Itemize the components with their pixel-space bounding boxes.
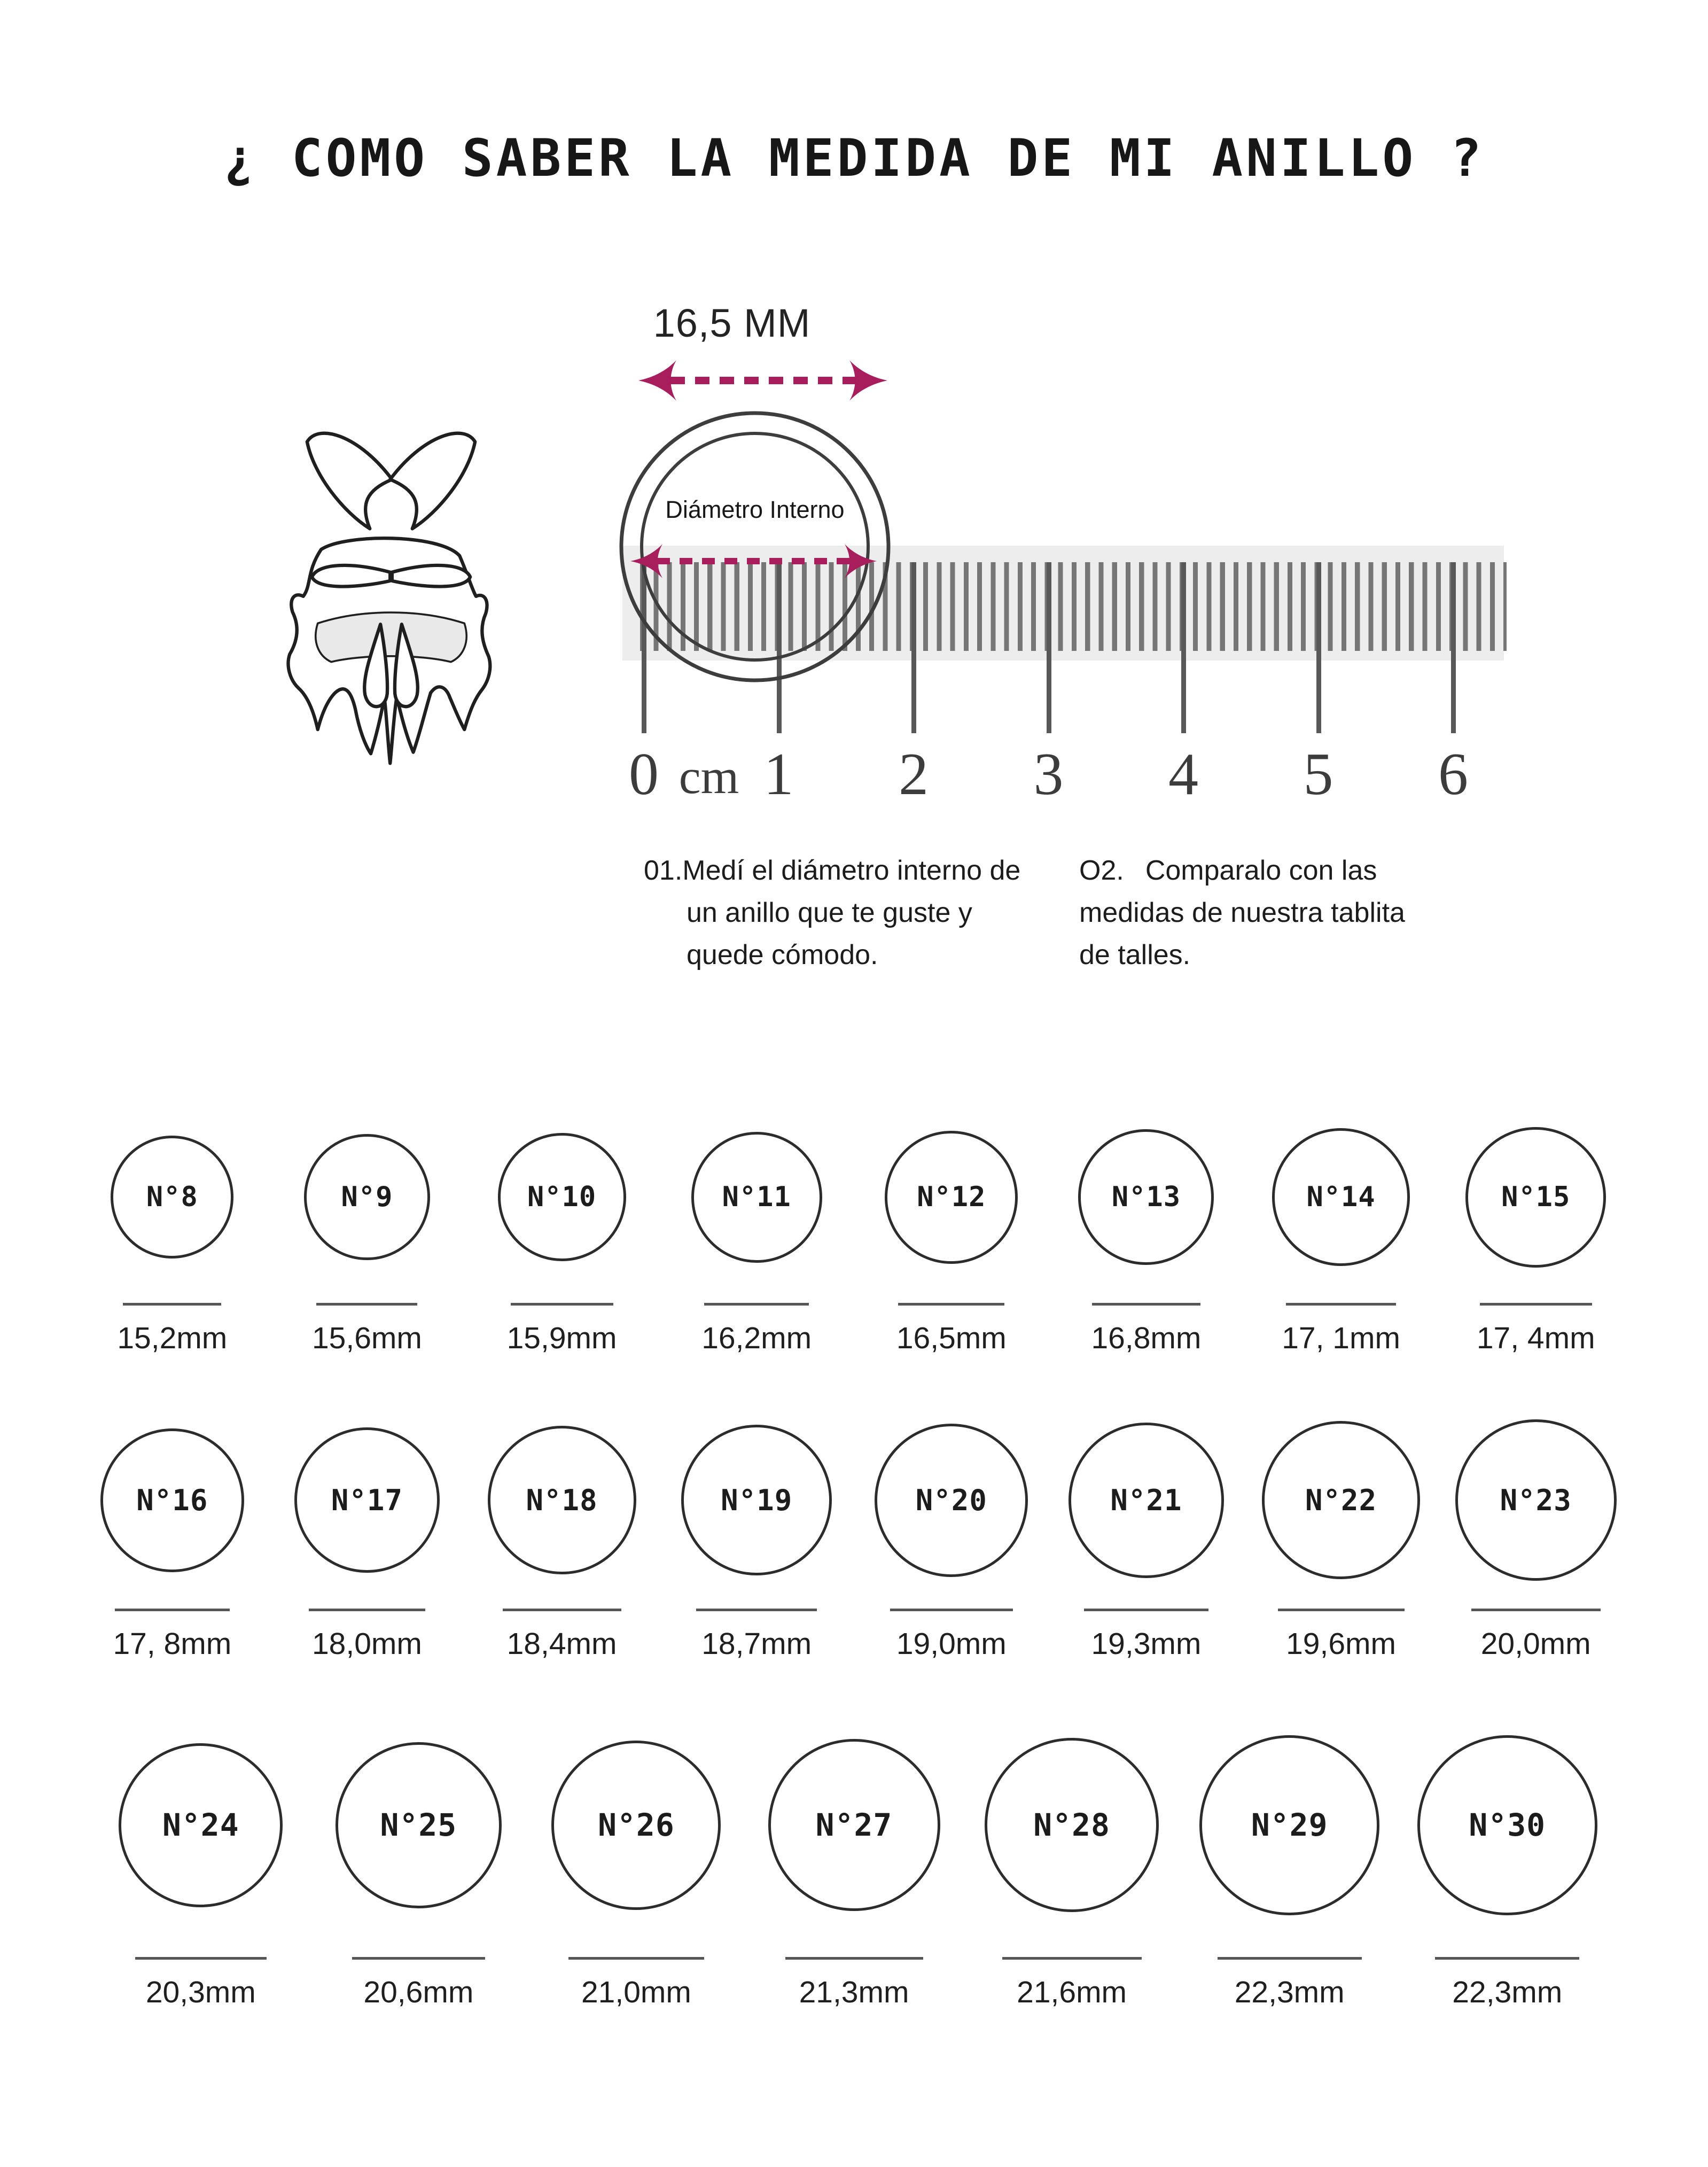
size-underline [309,1609,425,1611]
size-circle-box [885,1122,1018,1272]
ring-size-circle [1465,1127,1606,1268]
size-chart-item [659,1122,854,1356]
size-circle-box [1262,1415,1420,1585]
ring-size-circle [111,1136,233,1259]
ruler-number: 0 [629,741,659,807]
size-chart-item [92,1727,310,2010]
size-circle-box [119,1727,283,1923]
size-mm-label: 15,6mm [311,1321,422,1355]
ring-size-label: N°16 [136,1483,208,1517]
step-2-number: O2. [1079,855,1124,886]
ring-size-label: N°13 [1111,1181,1181,1213]
size-chart-item [1398,1727,1616,2010]
size-circle-box [691,1122,822,1272]
ring-size-circle [304,1134,430,1260]
ring-size-label: N°12 [917,1181,986,1213]
ruler-cm-tick [1451,562,1456,733]
size-mm-label: 21,6mm [1017,1975,1127,2009]
size-chart-item [1181,1727,1399,2010]
size-circle-box [304,1122,430,1272]
page-title: ¿ COMO SABER LA MEDIDA DE MI ANILLO ? [223,128,1485,188]
ruler-cm-tick [911,562,916,733]
ring-size-circle [885,1131,1018,1264]
inner-diameter-label: Diámetro Interno [665,496,845,523]
size-underline [1002,1957,1142,1960]
size-underline [1286,1303,1396,1306]
ring-size-label: N°28 [1033,1807,1110,1843]
step-1-text: Medí el diámetro interno de un anillo que te guste y quede cómodo. [682,855,1021,971]
ring-size-circle [119,1743,283,1907]
size-mm-label: 15,9mm [506,1321,617,1355]
ring-size-label: N°22 [1305,1483,1377,1517]
size-chart-item [1244,1415,1439,1661]
ring-size-label: N°18 [526,1483,598,1517]
size-chart-row-2 [0,1415,1708,1661]
ring-slit-left [312,565,390,587]
size-mm-label: 17, 4mm [1476,1321,1595,1355]
ruler-number: 6 [1438,741,1468,807]
ring-size-label: N°24 [162,1807,239,1843]
size-underline [503,1609,621,1611]
ruler-cm-tick [1181,562,1186,733]
ring-size-label: N°26 [598,1807,675,1843]
size-chart-item [1244,1122,1439,1356]
size-circle-box [681,1415,832,1585]
ring-horn-right [390,433,475,529]
size-chart-item [963,1727,1181,2010]
size-circle-box [768,1727,940,1923]
ring-size-label: N°17 [331,1483,403,1517]
size-mm-label: 20,3mm [145,1975,256,2009]
ring-size-label: N°23 [1500,1483,1572,1517]
ring-size-label: N°9 [341,1181,393,1213]
ring-size-circle [768,1739,940,1911]
size-underline [115,1609,230,1611]
size-mm-label: 17, 1mm [1282,1321,1400,1355]
diameter-measurement-label: 16,5 MM [653,301,811,345]
ring-size-label: N°21 [1110,1483,1182,1517]
size-underline [1480,1303,1592,1306]
size-mm-label: 21,0mm [581,1975,691,2009]
ring-size-circle [1078,1129,1214,1265]
size-underline [123,1303,221,1306]
size-chart-item [1438,1415,1633,1661]
ring-size-circle [294,1427,440,1573]
size-circle-box [551,1727,721,1923]
ring-size-label: N°19 [721,1483,793,1517]
ring-slit-right [392,565,470,587]
ring-size-label: N°27 [815,1807,893,1843]
ring-size-circle [488,1426,636,1574]
size-chart-item [659,1415,854,1661]
size-chart-item [464,1122,659,1356]
ring-size-circle [985,1738,1159,1912]
size-mm-label: 22,3mm [1452,1975,1563,2009]
size-underline [1471,1609,1601,1611]
size-chart-item [1049,1122,1244,1356]
ruler-cm-tick [1047,562,1051,733]
size-chart-item [1438,1122,1633,1356]
inner-diameter-arrow-icon [629,542,878,580]
size-underline [568,1957,704,1960]
size-circle-box [111,1122,233,1272]
ruler-cm-tick [1316,562,1321,733]
size-chart-item [464,1415,659,1661]
size-chart-item [1049,1415,1244,1661]
size-circle-box [336,1727,502,1923]
ring-size-circle [1262,1421,1420,1579]
ring-size-label: N°8 [146,1181,198,1213]
ring-size-label: N°29 [1251,1807,1328,1843]
size-underline [511,1303,613,1306]
ruler-number: 5 [1303,741,1333,807]
size-mm-label: 22,3mm [1234,1975,1345,2009]
size-underline [1218,1957,1362,1960]
size-circle-box [294,1415,440,1585]
size-circle-box [1465,1122,1606,1272]
size-underline [1435,1957,1579,1960]
step-2-text: Comparalo con las medidas de nuestra tablita de talles. [1079,855,1405,971]
size-mm-label: 20,6mm [363,1975,474,2009]
ring-size-circle [875,1424,1028,1577]
step-2 [1079,850,1437,976]
ring-size-circle [1069,1423,1224,1578]
ring-size-label: N°25 [380,1807,457,1843]
size-mm-label: 18,7mm [701,1627,812,1661]
size-mm-label: 19,0mm [896,1627,1007,1661]
size-underline [704,1303,809,1306]
size-circle-box [1455,1415,1617,1585]
gothic-ring-illustration [241,416,541,775]
ring-size-circle [691,1132,822,1263]
size-chart-item [527,1727,745,2010]
ruler-number: 1 [763,741,794,807]
size-underline [1092,1303,1200,1306]
size-underline [898,1303,1004,1306]
size-chart-row-1 [0,1122,1708,1356]
ring-band [316,612,466,662]
size-chart-item [745,1727,963,2010]
size-mm-label: 20,0mm [1480,1627,1591,1661]
step-1 [644,850,1028,976]
size-chart-row-3 [0,1727,1708,2010]
size-mm-label: 17, 8mm [113,1627,232,1661]
ring-size-label: N°11 [722,1181,791,1213]
size-circle-box [875,1415,1028,1585]
size-chart-item [270,1122,465,1356]
size-chart-item [854,1122,1049,1356]
size-underline [316,1303,417,1306]
size-circle-box [1199,1727,1379,1923]
size-circle-box [1272,1122,1410,1272]
size-chart-item [270,1415,465,1661]
ring-size-circle [1199,1735,1379,1915]
size-chart-item [310,1727,528,2010]
ring-size-circle [100,1428,244,1572]
diameter-arrow-icon [637,357,888,404]
ring-size-label: N°14 [1306,1181,1376,1213]
size-mm-label: 19,3mm [1091,1627,1202,1661]
size-chart-item [75,1122,270,1356]
ruler-number: 4 [1168,741,1198,807]
size-circle-box [1069,1415,1224,1585]
ring-size-label: N°10 [527,1181,597,1213]
size-mm-label: 15,2mm [117,1321,228,1355]
size-circle-box [100,1415,244,1585]
ring-size-label: N°20 [915,1483,987,1517]
ruler-unit-label: cm [678,749,739,804]
ruler-number: 2 [899,741,929,807]
size-mm-label: 21,3mm [799,1975,909,2009]
ring-size-label: N°30 [1469,1807,1546,1843]
ring-size-circle [551,1741,721,1910]
ring-size-circle [1417,1735,1597,1915]
size-chart-item [75,1415,270,1661]
size-underline [1278,1609,1405,1611]
size-circle-box [488,1415,636,1585]
size-underline [785,1957,923,1960]
size-mm-label: 18,0mm [311,1627,422,1661]
ring-horn-left [307,433,392,529]
ring-size-label: N°15 [1501,1181,1571,1213]
size-underline [352,1957,485,1960]
ruler-number: 3 [1033,741,1064,807]
size-mm-label: 19,6mm [1286,1627,1397,1661]
size-underline [1084,1609,1208,1611]
size-circle-box [1417,1727,1597,1923]
ring-size-circle [498,1133,626,1261]
size-mm-label: 16,8mm [1091,1321,1202,1355]
size-circle-box [985,1727,1159,1923]
size-mm-label: 18,4mm [506,1627,617,1661]
size-underline [696,1609,817,1611]
ring-size-circle [1272,1128,1410,1266]
step-1-number: 01. [644,855,683,886]
size-circle-box [498,1122,626,1272]
size-mm-label: 16,5mm [896,1321,1007,1355]
size-circle-box [1078,1122,1214,1272]
size-mm-label: 16,2mm [701,1321,812,1355]
size-chart-item [854,1415,1049,1661]
ring-size-circle [1455,1419,1617,1581]
size-underline [135,1957,267,1960]
ring-size-circle [681,1425,832,1575]
size-underline [890,1609,1013,1611]
ring-size-circle [336,1742,502,1908]
